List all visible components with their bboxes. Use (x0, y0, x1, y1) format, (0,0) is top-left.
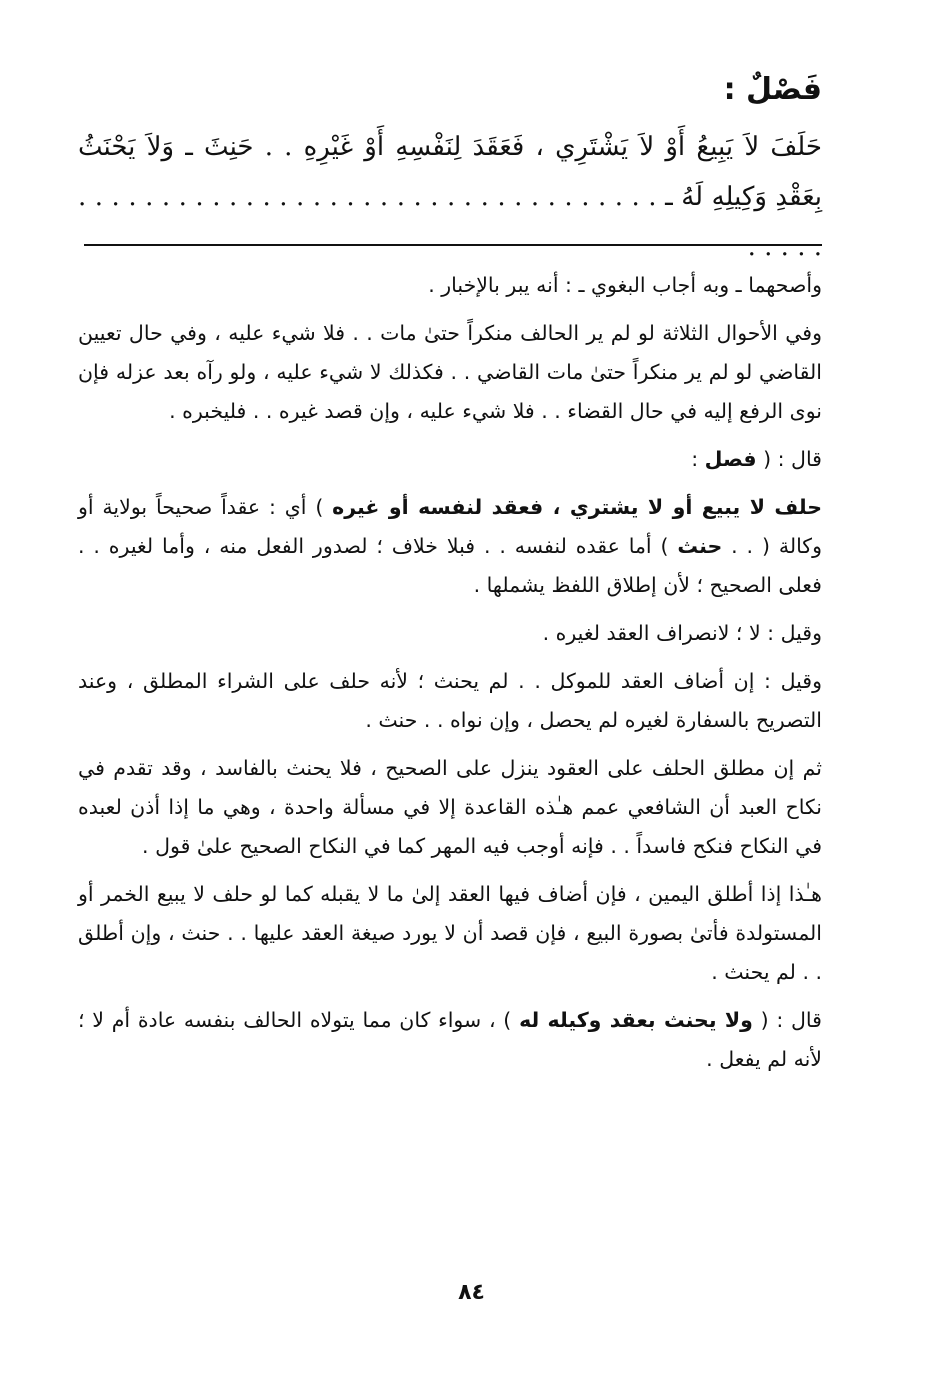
p4-post: ) أما عقده لنفسه . . فبلا خلاف ؛ لصدور الفعل منه ، وأما لغيره . . فعلى الصحيح ؛ لأن إطلاق اللفظ يشملها . (78, 534, 822, 597)
page-number: ٨٤ (458, 1280, 485, 1305)
paragraph-4 (78, 488, 822, 605)
p9-post: ) ، سواء كان مما يتولاه الحالف بنفسه عادة أم لا ؛ لأنه لم يفعل . (78, 1008, 822, 1071)
p9-bold: ولا يحنث بعقد وكيله له (519, 1008, 753, 1032)
section-title: فَصْلٌ : (723, 72, 822, 107)
p4-bold2: حنث (677, 534, 723, 558)
commentary (78, 266, 822, 1088)
paragraph-6: وقيل : إن أضاف العقد للموكل . . لم يحنث ؛ لأنه حلف على الشراء المطلق ، وعند التصريح بالسفارة لغيره لم يحصل ، وإن نواه . . حنث . (78, 669, 822, 732)
paragraph-8: هـٰذا إذا أطلق اليمين ، فإن أضاف فيها العقد إلىٰ ما لا يقبله كما لو حلف لا يبيع الخمر أو المستولدة فأتىٰ بصورة البيع ، فإن قصد أن لا يورد صيغة العقد عليها . . حنث ، وإن أطلق . . لم يحنث . (78, 882, 822, 984)
paragraph-7: ثم إن مطلق الحلف على العقود ينزل على الصحيح ، فلا يحنث بالفاسد ، وقد تقدم في نكاح العبد أن الشافعي عمم هـٰذه القاعدة إلا في مسألة واحدة ، وهي ما إذا أذن لعبده في النكاح فنكح فاسداً . . فإنه أوجب فيه المهر كما في النكاح الصحيح علىٰ قول . (78, 756, 822, 858)
matn-dots: . . . . . . . . . . . . . . . . . . . . . . . . . . . . . . . . . . . . . . . . (78, 182, 822, 262)
paragraph-3 (78, 440, 822, 479)
p4-bold: حلف لا يبيع أو لا يشتري ، فعقد لنفسه أو غيره (332, 495, 822, 519)
footnote-divider (84, 244, 822, 246)
paragraph-2: وفي الأحوال الثلاثة لو لم ير الحالف منكراً حتىٰ مات . . فلا شيء عليه ، وفي حال تعيين القاضي لو لم ير منكراً حتىٰ مات القاضي . . فكذلك لا شيء عليه ، ولو رآه بعد عزله فإن نوى الرفع إليه في حال القضاء . . فلا شيء عليه ، وإن قصد غيره . . فليخبره . (78, 321, 822, 423)
p3-bold: فصل (704, 447, 757, 471)
paragraph-1: وأصحهما ـ وبه أجاب البغوي ـ : أنه يبر بالإخبار . (428, 273, 822, 297)
matn-block (78, 68, 822, 272)
p3-post: : (691, 447, 699, 471)
matn-body: حَلَفَ لاَ يَبِيعُ أَوْ لاَ يَشْتَرِي ، فَعَقَدَ لِنَفْسِهِ أَوْ غَيْرِهِ . . حَنِثَ ـ وَلاَ يَحْنَثُ بِعَقْدِ وَكِيلِهِ لَهُ ـ (78, 132, 823, 212)
paragraph-9 (78, 1001, 822, 1079)
matn-text (78, 122, 822, 272)
paragraph-5: وقيل : لا ؛ لانصراف العقد لغيره . (542, 621, 822, 645)
p3-pre: قال : ( (763, 447, 822, 471)
p4-mid: ) أي : عقداً صحيحاً بولاية أو وكالة ( . . (78, 495, 822, 558)
p9-pre: قال : ( (760, 1008, 822, 1032)
